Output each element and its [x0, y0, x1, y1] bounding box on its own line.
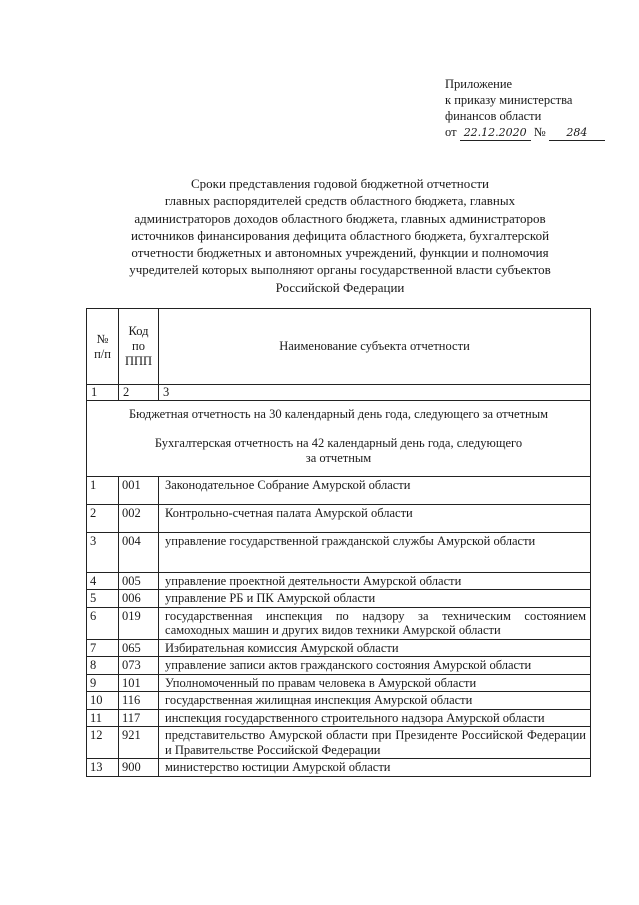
row-name: управление РБ и ПК Амурской области [159, 590, 591, 608]
appendix-header [445, 76, 635, 141]
row-num: 3 [87, 532, 119, 572]
table-row [87, 639, 591, 657]
table-row [87, 476, 591, 504]
row-code: 900 [119, 759, 159, 777]
subjects-table [86, 308, 591, 777]
row-name: Уполномоченный по правам человека в Амурской области [159, 674, 591, 692]
row-name: управление государственной гражданской службы Амурской области [159, 532, 591, 572]
row-name: государственная инспекция по надзору за техническим состоянием самоходных машин и других видов техники Амурской области [159, 607, 591, 639]
row-num: 4 [87, 572, 119, 590]
number-prefix: № [533, 125, 546, 139]
section-cell [87, 400, 591, 476]
title-line: отчетности бюджетных и автономных учреждений, функции и полномочия [131, 245, 549, 261]
title-line: учредителей которых выполняют органы государственной власти субъектов [129, 262, 551, 278]
table-row [87, 657, 591, 675]
column-number: 3 [159, 385, 591, 401]
title-line: главных распорядителей средств областного бюджета, главных [164, 193, 516, 209]
row-num: 7 [87, 639, 119, 657]
row-code: 006 [119, 590, 159, 608]
table-row [87, 674, 591, 692]
row-code: 005 [119, 572, 159, 590]
table-row [87, 572, 591, 590]
number-handwritten: 284 [549, 126, 605, 141]
row-name: управление проектной деятельности Амурской области [159, 572, 591, 590]
section-budget-deadline: Бюджетная отчетность на 30 календарный день года, следующего за отчетным [128, 406, 549, 421]
row-name: управление записи актов гражданского состояния Амурской области [159, 657, 591, 675]
table-row [87, 504, 591, 532]
row-num: 10 [87, 692, 119, 710]
title-line: источников финансирования дефицита областного бюджета, бухгалтерской [130, 227, 550, 243]
title-line: Сроки представления годовой бюджетной отчетности [190, 176, 489, 191]
row-name: Избирательная комиссия Амурской области [159, 639, 591, 657]
appendix-title: Приложение [445, 77, 513, 91]
row-num: 8 [87, 657, 119, 675]
column-number: 2 [119, 385, 159, 401]
header-num: № п/п [87, 309, 119, 385]
row-code: 921 [119, 727, 159, 759]
row-code: 004 [119, 532, 159, 572]
appendix-date-line [445, 124, 635, 141]
row-num: 6 [87, 607, 119, 639]
title-line: администраторов доходов областного бюджета, главных администраторов [134, 210, 546, 226]
column-number-row [87, 385, 591, 401]
table-row [87, 590, 591, 608]
table-row [87, 532, 591, 572]
row-num: 12 [87, 727, 119, 759]
column-number: 1 [87, 385, 119, 401]
row-code: 073 [119, 657, 159, 675]
row-code: 019 [119, 607, 159, 639]
section-accounting-deadline: Бухгалтерская отчетность на 42 календарный день года, следующего [154, 435, 523, 450]
row-code: 117 [119, 709, 159, 727]
row-code: 065 [119, 639, 159, 657]
table-row [87, 709, 591, 727]
title-line: Российской Федерации [275, 279, 405, 295]
table-header-row [87, 309, 591, 385]
row-name: инспекция государственного строительного надзора Амурской области [159, 709, 591, 727]
date-prefix: от [445, 125, 457, 139]
row-name: Законодательное Собрание Амурской области [159, 476, 591, 504]
section-accounting-deadline-cont: за отчетным [305, 450, 372, 465]
row-name: Контрольно-счетная палата Амурской области [159, 504, 591, 532]
table-row [87, 607, 591, 639]
table-row [87, 692, 591, 710]
table-row [87, 759, 591, 777]
row-name: государственная жилищная инспекция Амурской области [159, 692, 591, 710]
row-name: министерство юстиции Амурской области [159, 759, 591, 777]
row-num: 9 [87, 674, 119, 692]
row-num: 5 [87, 590, 119, 608]
row-num: 11 [87, 709, 119, 727]
table-row [87, 727, 591, 759]
row-code: 001 [119, 476, 159, 504]
row-num: 2 [87, 504, 119, 532]
row-code: 116 [119, 692, 159, 710]
document-title [90, 175, 590, 296]
row-name: представительство Амурской области при Президенте Российской Федерации и Правительстве Российской Федерации [159, 727, 591, 759]
date-handwritten: 22.12.2020 [460, 126, 531, 141]
appendix-ministry: финансов области [445, 109, 542, 123]
header-code: Код по ППП [119, 309, 159, 385]
section-row [87, 400, 591, 476]
appendix-order-ref: к приказу министерства [445, 93, 573, 107]
row-code: 002 [119, 504, 159, 532]
row-num: 13 [87, 759, 119, 777]
row-num: 1 [87, 476, 119, 504]
row-code: 101 [119, 674, 159, 692]
header-name: Наименование субъекта отчетности [159, 309, 591, 385]
